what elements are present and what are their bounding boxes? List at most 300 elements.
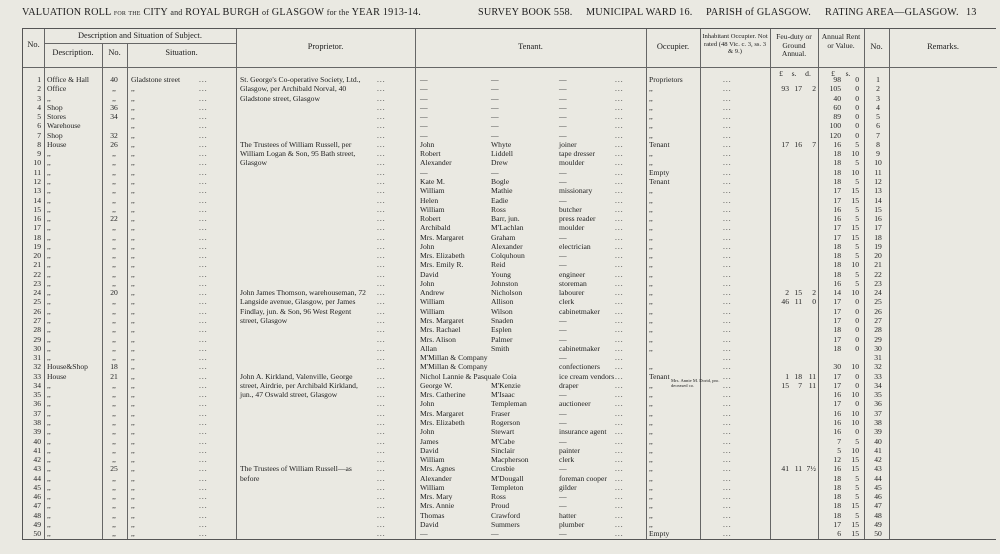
cell-n2: 25 — [874, 297, 882, 307]
cell-ts: — — [491, 121, 499, 131]
cell-to: — — [559, 121, 567, 131]
cell-n: 27 — [33, 316, 41, 326]
cell-tf: — — [420, 121, 428, 131]
dot-leader: ... — [615, 288, 624, 298]
cell-al: 89 — [833, 112, 841, 122]
table-row — [23, 530, 997, 538]
cell-to: ice cream vendors — [559, 371, 615, 381]
dot-leader: ... — [377, 176, 386, 186]
cell-num: 32 — [110, 130, 118, 140]
cell-occ: ,, — [649, 93, 653, 103]
dot-leader: ... — [377, 343, 386, 353]
cell-fd: 2 — [812, 84, 816, 94]
dot-leader: ... — [377, 130, 386, 140]
table-row — [23, 215, 997, 223]
cell-num: 36 — [110, 102, 118, 112]
table-row — [23, 465, 997, 473]
table-row — [23, 261, 997, 269]
cell-num: ,, — [112, 297, 116, 307]
cell-tf: — — [420, 102, 428, 112]
title-of: of — [261, 8, 270, 17]
dot-leader: ... — [723, 288, 732, 298]
cell-al: 17 — [833, 371, 841, 381]
dot-leader: ... — [615, 121, 624, 131]
cell-sit: ,, — [131, 158, 135, 168]
cell-al: 16 — [833, 214, 841, 224]
cell-occ: ,, — [649, 269, 653, 279]
dot-leader: ... — [615, 130, 624, 140]
dot-leader: ... — [377, 149, 386, 159]
dot-leader: ... — [377, 223, 386, 233]
cell-num: ,, — [112, 408, 116, 418]
cell-n: 50 — [33, 529, 41, 539]
cell-ts: Crosbie — [491, 464, 515, 474]
cell-to: — — [559, 417, 567, 427]
cell-al: 18 — [833, 343, 841, 353]
cell-fs: 11 — [794, 297, 802, 307]
dot-leader: ... — [615, 75, 624, 84]
cell-n2: 35 — [874, 390, 882, 400]
cell-tf: Kate M. — [420, 176, 445, 186]
cell-tf: M'Millan & Company — [420, 362, 488, 372]
cell-tf: Andrew — [420, 288, 445, 298]
cell-num: ,, — [112, 473, 116, 483]
cell-as: 0 — [855, 380, 859, 390]
dot-leader: ... — [615, 241, 624, 251]
cell-occ: ,, — [649, 232, 653, 242]
cell-al: 18 — [833, 176, 841, 186]
cell-occ: ,, — [649, 399, 653, 409]
cell-al: 18 — [833, 473, 841, 483]
cell-tf: Allan — [420, 343, 437, 353]
dot-leader: ... — [377, 214, 386, 224]
cell-sit: ,, — [131, 399, 135, 409]
cell-n2: 11 — [874, 167, 882, 177]
cell-n2: 32 — [874, 362, 882, 372]
table-row — [23, 308, 997, 316]
proprietor-line: The Trustees of William Russell, per — [240, 139, 352, 149]
dot-leader: ... — [723, 417, 732, 427]
cell-fd: 11 — [808, 371, 816, 381]
table-row — [23, 400, 997, 408]
cell-as: 5 — [855, 436, 859, 446]
dot-leader: ... — [723, 380, 732, 390]
cell-desc: Office — [47, 84, 67, 94]
cell-sit: ,, — [131, 269, 135, 279]
cell-to: insurance agent — [559, 427, 607, 437]
dot-leader: ... — [723, 297, 732, 307]
cell-sit: ,, — [131, 445, 135, 455]
cell-n: 34 — [33, 380, 41, 390]
cell-as: 10 — [851, 149, 859, 159]
cell-n: 35 — [33, 390, 41, 400]
dot-leader: ... — [615, 464, 624, 474]
cell-n2: 50 — [874, 529, 882, 539]
cell-tf: David — [420, 445, 439, 455]
table-row — [23, 326, 997, 334]
cell-n2: 49 — [874, 519, 882, 529]
cell-n2: 26 — [874, 306, 882, 316]
cell-fl: 93 — [781, 84, 789, 94]
cell-to: storeman — [559, 278, 587, 288]
page-header — [0, 7, 1000, 21]
cell-al: 18 — [833, 510, 841, 520]
cell-tf: Mrs. Elizabeth — [420, 251, 465, 261]
dot-leader: ... — [377, 84, 386, 94]
cell-ts: — — [491, 130, 499, 140]
dot-leader: ... — [377, 316, 386, 326]
cell-sit: ,, — [131, 417, 135, 427]
cell-al: 18 — [833, 492, 841, 502]
cell-num: ,, — [112, 251, 116, 261]
cell-as: 10 — [851, 445, 859, 455]
dot-leader: ... — [615, 325, 624, 335]
cell-tf: Archibald — [420, 223, 451, 233]
cell-num: ,, — [112, 353, 116, 363]
dot-leader: ... — [199, 75, 208, 84]
cell-to: gilder — [559, 482, 577, 492]
cell-n2: 30 — [874, 343, 882, 353]
cell-num: ,, — [112, 84, 116, 94]
cell-tf: Robert — [420, 214, 441, 224]
table-row — [23, 252, 997, 260]
cell-tf: Mrs. Margaret — [420, 232, 464, 242]
cell-n2: 22 — [874, 269, 882, 279]
cell-occ: ,, — [649, 214, 653, 224]
cell-tf: William — [420, 297, 445, 307]
cell-sit: ,, — [131, 519, 135, 529]
table-row — [23, 187, 997, 195]
cell-as: 15 — [851, 464, 859, 474]
cell-occ: ,, — [649, 102, 653, 112]
cell-al: 98 — [833, 75, 841, 84]
cell-sit: ,, — [131, 288, 135, 298]
cell-num: ,, — [112, 316, 116, 326]
cell-occ: ,, — [649, 519, 653, 529]
cell-n: 17 — [33, 223, 41, 233]
dot-leader: ... — [199, 408, 208, 418]
cell-to: tape dresser — [559, 149, 596, 159]
table-row — [23, 159, 997, 167]
dot-leader: ... — [723, 269, 732, 279]
cell-tf: Mrs. Annie — [420, 501, 455, 511]
cell-num: ,, — [112, 195, 116, 205]
cell-n2: 39 — [874, 427, 882, 437]
cell-to: — — [559, 84, 567, 94]
cell-n2: 19 — [874, 241, 882, 251]
proprietor-line: before — [240, 473, 260, 483]
cell-to: — — [559, 195, 567, 205]
cell-sit: ,, — [131, 464, 135, 474]
proprietor-line: street, Glasgow — [240, 316, 288, 326]
cell-num: ,, — [112, 501, 116, 511]
cell-occ: ,, — [649, 362, 653, 372]
table-row — [23, 298, 997, 306]
cell-occ: ,, — [649, 130, 653, 140]
table-row — [23, 382, 997, 390]
cell-n2: 24 — [874, 288, 882, 298]
cell-to: — — [559, 436, 567, 446]
cell-n: 42 — [33, 455, 41, 465]
cell-num: ,, — [112, 510, 116, 520]
cell-as: 0 — [855, 112, 859, 122]
cell-as: 0 — [855, 121, 859, 131]
cell-tf: Mrs. Catherine — [420, 390, 466, 400]
cell-occ: ,, — [649, 278, 653, 288]
dot-leader: ... — [615, 492, 624, 502]
cell-num: ,, — [112, 278, 116, 288]
cell-desc: Shop — [47, 130, 63, 140]
dot-leader: ... — [615, 102, 624, 112]
cell-num: ,, — [112, 445, 116, 455]
dot-leader: ... — [723, 473, 732, 483]
cell-as: 5 — [855, 204, 859, 214]
cell-to: — — [559, 408, 567, 418]
table-row — [23, 363, 997, 371]
table-row — [23, 373, 997, 381]
dot-leader: ... — [723, 408, 732, 418]
cell-n2: 38 — [874, 417, 882, 427]
cell-ts: — — [491, 167, 499, 177]
dot-leader: ... — [377, 186, 386, 196]
dot-leader: ... — [615, 297, 624, 307]
cell-to: — — [559, 176, 567, 186]
cell-num: ,, — [112, 427, 116, 437]
cell-n: 7 — [37, 130, 41, 140]
cell-as: 0 — [855, 325, 859, 335]
dot-leader: ... — [199, 186, 208, 196]
cell-al: 30 — [833, 362, 841, 372]
cell-tf: — — [420, 84, 428, 94]
cell-occ: ,, — [649, 408, 653, 418]
dot-leader: ... — [377, 139, 386, 149]
cell-as: 0 — [855, 334, 859, 344]
cell-n2: 41 — [874, 445, 882, 455]
dot-leader: ... — [615, 232, 624, 242]
cell-occ: Tenant — [649, 176, 670, 186]
dot-leader: ... — [199, 390, 208, 400]
cell-occ: ,, — [649, 112, 653, 122]
dot-leader: ... — [377, 464, 386, 474]
cell-ts: Sinclair — [491, 445, 515, 455]
table-row — [23, 289, 997, 297]
cell-n2: 3 — [876, 93, 880, 103]
cell-as: 0 — [855, 297, 859, 307]
table-row — [23, 354, 997, 362]
cell-tf: John — [420, 278, 435, 288]
cell-as: 10 — [851, 260, 859, 270]
dot-leader: ... — [377, 75, 386, 84]
cell-n: 24 — [33, 288, 41, 298]
dot-leader: ... — [199, 343, 208, 353]
proprietor-line: street, Airdrie, per Archibald Kirkland, — [240, 380, 358, 390]
cell-num: ,, — [112, 149, 116, 159]
cell-occ: ,, — [649, 343, 653, 353]
cell-occ: ,, — [649, 316, 653, 326]
cell-tf: David — [420, 519, 439, 529]
cell-fl: 17 — [781, 139, 789, 149]
dot-leader: ... — [199, 260, 208, 270]
cell-fd: 2 — [812, 288, 816, 298]
cell-num: ,, — [112, 232, 116, 242]
cell-to: — — [559, 112, 567, 122]
cell-num: ,, — [112, 186, 116, 196]
dot-leader: ... — [615, 371, 624, 381]
cell-ts: Allison — [491, 297, 514, 307]
cell-as: 0 — [855, 343, 859, 353]
cell-to: engineer — [559, 269, 586, 279]
cell-ts: Johnston — [491, 278, 519, 288]
cell-num: ,, — [112, 399, 116, 409]
dot-leader: ... — [723, 362, 732, 372]
cell-tf: Mrs. Alison — [420, 334, 456, 344]
cell-ts: Ross — [491, 492, 506, 502]
cell-desc: House — [47, 139, 67, 149]
cell-ts: Fraser — [491, 408, 510, 418]
cell-n: 36 — [33, 399, 41, 409]
cell-desc: ,, — [47, 390, 51, 400]
cell-tf: William — [420, 204, 445, 214]
dot-leader: ... — [615, 112, 624, 122]
cell-tf: Thomas — [420, 510, 445, 520]
cell-as: 5 — [855, 510, 859, 520]
cell-to: — — [559, 390, 567, 400]
cell-num: 25 — [110, 464, 118, 474]
dot-leader: ... — [377, 380, 386, 390]
dot-leader: ... — [723, 112, 732, 122]
cell-desc: ,, — [47, 334, 51, 344]
cell-tf: Mrs. Margaret — [420, 408, 464, 418]
cell-desc: ,, — [47, 436, 51, 446]
cell-n: 26 — [33, 306, 41, 316]
cell-fd: 0 — [812, 297, 816, 307]
table-row — [23, 113, 997, 121]
title-royal: ROYAL BURGH — [185, 7, 260, 18]
dot-leader: ... — [377, 417, 386, 427]
cell-al: 18 — [833, 260, 841, 270]
dot-leader: ... — [199, 399, 208, 409]
dot-leader: ... — [615, 278, 624, 288]
cell-as: 10 — [851, 417, 859, 427]
cell-to: — — [559, 334, 567, 344]
dot-leader: ... — [615, 529, 624, 539]
cell-sit: ,, — [131, 325, 135, 335]
cell-sit: ,, — [131, 390, 135, 400]
proprietor-line: Glasgow, per Archibald Norval, 40 — [240, 84, 347, 94]
cell-sit: ,, — [131, 306, 135, 316]
cell-fd: 11 — [808, 380, 816, 390]
rule — [23, 67, 997, 68]
cell-n2: 10 — [874, 158, 882, 168]
survey-book: SURVEY BOOK 558. — [478, 7, 573, 18]
cell-as: 15 — [851, 186, 859, 196]
cell-desc: ,, — [47, 176, 51, 186]
cell-n2: 21 — [874, 260, 882, 270]
table-row — [23, 447, 997, 455]
cell-n: 15 — [33, 204, 41, 214]
cell-desc: ,, — [47, 260, 51, 270]
dot-leader: ... — [199, 232, 208, 242]
dot-leader: ... — [199, 445, 208, 455]
cell-ts: Esplen — [491, 325, 512, 335]
dot-leader: ... — [199, 297, 208, 307]
table-row — [23, 85, 997, 93]
dot-leader: ... — [723, 149, 732, 159]
dot-leader: ... — [723, 492, 732, 502]
cell-n2: 45 — [874, 482, 882, 492]
cell-fs: 18 — [794, 371, 802, 381]
dot-leader: ... — [199, 214, 208, 224]
table-row — [23, 475, 997, 483]
col-inhabitant: Inhabitant Occupier. Not rated (48 Vic. c. 3, ss. 3 & 9.) — [702, 33, 768, 56]
cell-as: 15 — [851, 455, 859, 465]
cell-al: 16 — [833, 278, 841, 288]
cell-tf: — — [420, 130, 428, 140]
cell-tf: Nichol Lannie & Pasquale Coia — [420, 371, 517, 381]
cell-n2: 7 — [876, 130, 880, 140]
cell-ts: — — [491, 75, 499, 84]
proprietor-line: St. George's Co-operative Society, Ltd., — [240, 75, 361, 84]
cell-tf: — — [420, 112, 428, 122]
cell-ts: Templeton — [491, 482, 524, 492]
table-row — [23, 122, 997, 130]
cell-n2: 33 — [874, 371, 882, 381]
cell-desc: Stores — [47, 112, 66, 122]
cell-tf: William — [420, 455, 445, 465]
cell-desc: ,, — [47, 473, 51, 483]
title-for: for the — [326, 8, 350, 17]
table-row — [23, 76, 997, 84]
cell-n2: 8 — [876, 139, 880, 149]
dot-leader: ... — [377, 260, 386, 270]
cell-sit: ,, — [131, 408, 135, 418]
cell-sit: ,, — [131, 353, 135, 363]
cell-num: ,, — [112, 176, 116, 186]
cell-ts: M'Dougall — [491, 473, 524, 483]
table-row — [23, 438, 997, 446]
cell-occ: ,, — [649, 510, 653, 520]
dot-leader: ... — [377, 251, 386, 261]
cell-occ: ,, — [649, 436, 653, 446]
dot-leader: ... — [199, 334, 208, 344]
cell-ts: Ross — [491, 204, 506, 214]
cell-ts: Templeman — [491, 399, 527, 409]
cell-as: 15 — [851, 195, 859, 205]
dot-leader: ... — [377, 408, 386, 418]
dot-leader: ... — [615, 501, 624, 511]
dot-leader: ... — [615, 204, 624, 214]
col-description: Description. — [52, 48, 94, 57]
cell-ts: Alexander — [491, 241, 523, 251]
cell-sit: ,, — [131, 232, 135, 242]
cell-sit: ,, — [131, 84, 135, 94]
cell-ts: Young — [491, 269, 511, 279]
cell-al: 18 — [833, 149, 841, 159]
cell-num: ,, — [112, 529, 116, 539]
cell-ts: Mathie — [491, 186, 513, 196]
cell-desc: ,, — [47, 306, 51, 316]
cell-ts: Liddell — [491, 149, 513, 159]
table-row — [23, 178, 997, 186]
table-row — [23, 391, 997, 399]
cell-n: 45 — [33, 482, 41, 492]
cell-to: — — [559, 464, 567, 474]
cell-as: 0 — [855, 427, 859, 437]
cell-occ: ,, — [649, 195, 653, 205]
dot-leader: ... — [199, 139, 208, 149]
cell-occ: ,, — [649, 158, 653, 168]
cell-tf: Mrs. Margaret — [420, 316, 464, 326]
